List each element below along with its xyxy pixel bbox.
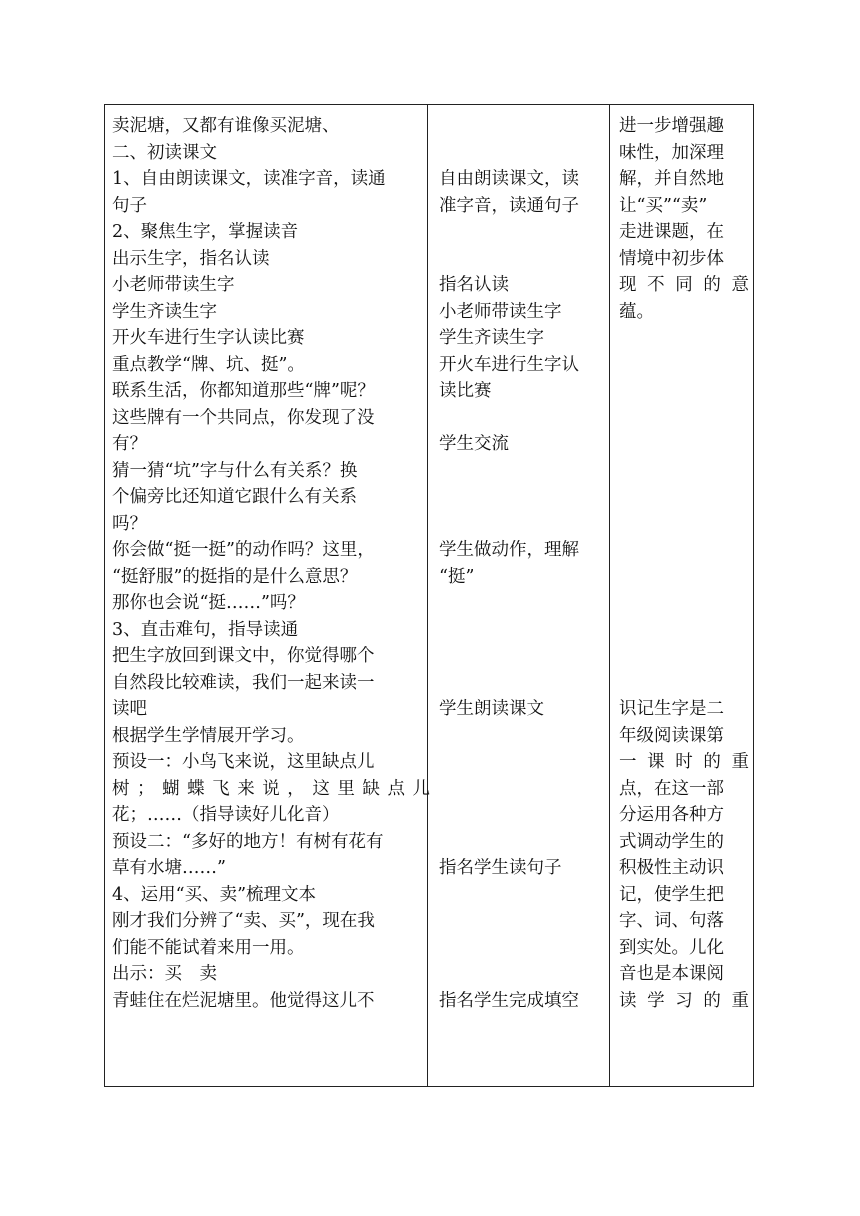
text-line: “挺舒服”的挺指的是什么意思？ [112,567,358,587]
text-line: 出示：买 卖 [112,964,217,984]
text-line: 预设二：“多好的地方！有树有花有 [112,832,384,852]
text-line: 2、聚焦生字，掌握读音 [112,222,299,242]
text-line: 读学习的重 [619,991,749,1011]
text-line: 解，并自然地 [619,169,724,189]
text-line: 指名学生完成填空 [439,991,579,1011]
text-line: 进一步增强趣 [619,116,724,136]
text-line: 读吧 [112,699,147,719]
lesson-plan-table [104,104,754,1087]
text-line: 式调动学生的 [619,832,724,852]
text-line: 学生交流 [439,434,509,454]
text-line: 花；……（指导读好儿化音） [112,805,340,825]
text-line: 猜一猜“坑”字与什么有关系？换 [112,461,358,481]
text-line: 学生朗读课文 [439,699,544,719]
text-line: 重点教学“牌、坑、挺”。 [112,355,305,375]
text-line: 积极性主动识 [619,858,724,878]
text-line: 开火车进行生字认 [439,355,579,375]
text-line: 刚才我们分辨了“卖、买”，现在我 [112,911,375,931]
text-line: 味性，加深理 [619,143,724,163]
text-line: 记，使学生把 [619,885,724,905]
text-line: 准字音，读通句子 [439,196,579,216]
text-line: 预设一：小鸟飞来说，这里缺点儿 [112,752,375,772]
text-line: 句子 [112,196,147,216]
text-line: 那你也会说“挺……”吗？ [112,593,305,613]
text-line: 个偏旁比还知道它跟什么有关系 [112,487,357,507]
text-line: 走进课题，在 [619,222,724,242]
text-line: 小老师带读生字 [439,302,562,322]
text-line: 二、初读课文 [112,143,217,163]
text-line: 年级阅读课第 [619,726,724,746]
text-line: 学生齐读生字 [439,328,544,348]
text-line: 有？ [112,434,147,454]
text-line: 让“买”“卖” [619,196,708,216]
text-line: “挺” [439,567,475,587]
text-line: 一课时的重 [619,752,749,772]
text-line: 字、词、句落 [619,911,724,931]
text-line: 你会做“挺一挺”的动作吗？这里， [112,540,375,560]
text-line: 到实处。儿化 [619,938,724,958]
text-line: 情境中初步体 [619,249,724,269]
text-line: 3、直击难句，指导读通 [112,620,299,640]
text-line: 学生齐读生字 [112,302,217,322]
text-line: 音也是本课阅 [619,964,724,984]
text-line: 1、自由朗读课文，读准字音，读通 [112,169,386,189]
text-line: 自然段比较难读，我们一起来读一 [112,673,375,693]
text-line: 青蛙住在烂泥塘里。他觉得这儿不 [112,991,375,1011]
text-line: 草有水塘……” [112,858,226,878]
text-line: 读比赛 [439,381,492,401]
text-line: 指名认读 [439,275,509,295]
text-line: 把生字放回到课文中，你觉得哪个 [112,646,375,666]
text-line: 联系生活，你都知道那些“牌”呢？ [112,381,375,401]
column-divider-1 [427,105,428,1086]
text-line: 树；蝴蝶飞来说，这里缺点儿 [112,779,430,799]
text-line: 卖泥塘，又都有谁像买泥塘、 [112,116,340,136]
text-line: 根据学生学情展开学习。 [112,726,305,746]
text-line: 现不同的意 [619,275,749,295]
text-line: 分运用各种方 [619,805,724,825]
text-line: 开火车进行生字认读比赛 [112,328,305,348]
text-line: 点，在这一部 [619,779,724,799]
text-line: 小老师带读生字 [112,275,235,295]
text-line: 指名学生读句子 [439,858,562,878]
text-line: 学生做动作，理解 [439,540,579,560]
column-divider-2 [609,105,610,1086]
text-line: 4、运用“买、卖”梳理文本 [112,885,317,905]
text-line: 这些牌有一个共同点，你发现了没 [112,408,375,428]
text-line: 自由朗读课文，读 [439,169,579,189]
text-line: 们能不能试着来用一用。 [112,938,305,958]
text-line: 吗？ [112,514,147,534]
text-line: 出示生字，指名认读 [112,249,270,269]
text-line: 蕴。 [619,302,654,322]
text-line: 识记生字是二 [619,699,724,719]
